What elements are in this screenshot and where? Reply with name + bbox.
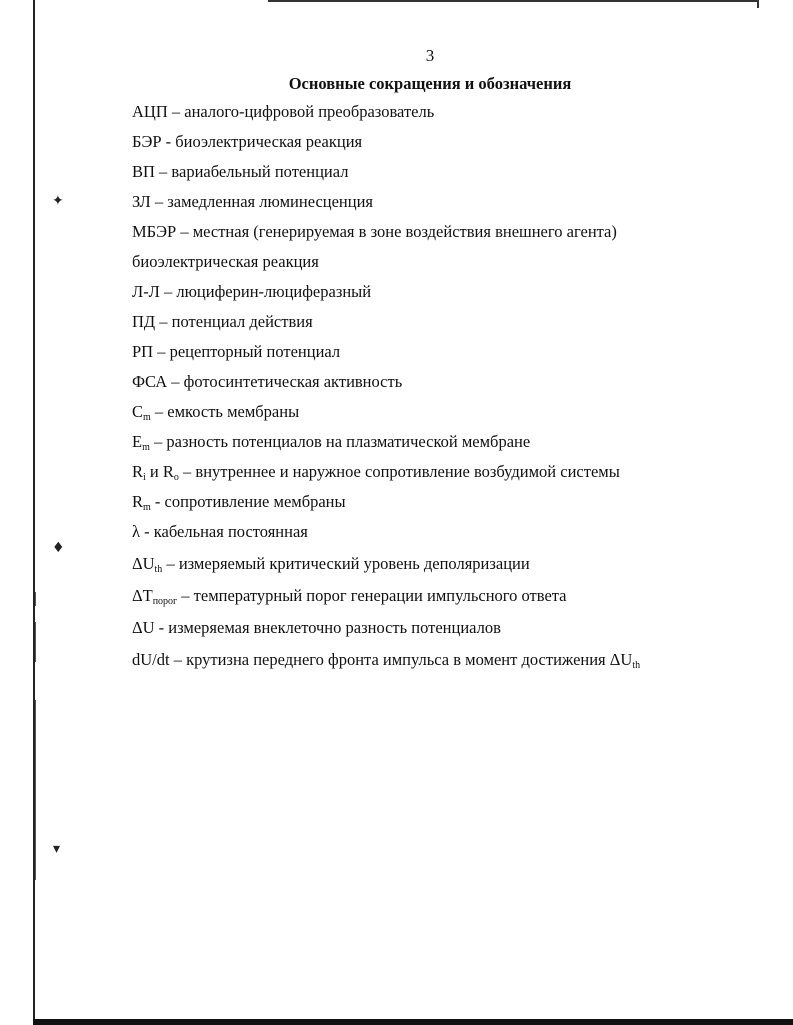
scan-artifact-mark: ▾: [53, 841, 61, 857]
scan-artifact-mark: ♦: [52, 540, 65, 556]
list-item: ΔU - измеряемая внеклеточно разность потенциалов: [132, 618, 501, 637]
scan-top-edge: [268, 0, 758, 2]
list-item: $E_m$ – разность потенциалов на плазматической мембране: [132, 432, 531, 453]
page-number: 3: [425, 46, 435, 65]
list-item: $R_m$ - сопротивление мембраны: [132, 492, 346, 513]
list-item: ПД – потенциал действия: [132, 312, 313, 331]
scan-artifact-line: [35, 592, 36, 606]
list-item: dU/dt – крутизна переднего фронта импульса в момент достижения $\Delta U_{th}$: [132, 650, 641, 671]
list-item: $R_i$ и $R_o$ – внутреннее и наружное сопротивление возбудимой системы: [132, 462, 620, 483]
list-item: $C_m$ – емкость мембраны: [132, 402, 300, 423]
list-item: λ - кабельная постоянная: [132, 522, 308, 541]
scan-artifact-mark: ✦: [52, 193, 64, 209]
list-item: ВП – вариабельный потенциал: [132, 162, 349, 181]
list-item: ФСА – фотосинтетическая активность: [132, 372, 403, 391]
list-item: РП – рецепторный потенциал: [132, 342, 341, 361]
list-item: БЭР - биоэлектрическая реакция: [132, 132, 363, 151]
scan-bottom-edge: [33, 1019, 793, 1025]
list-item: $\Delta T_{порог}$ – температурный порог генерации импульсного ответа: [132, 586, 567, 607]
scan-artifact-line: [35, 700, 36, 880]
list-item: АЦП – аналого-цифровой преобразователь: [132, 102, 435, 121]
list-item: ЗЛ – замедленная люминесценция: [132, 192, 374, 211]
page-title: Основные сокращения и обозначения: [288, 74, 572, 93]
list-item: Л-Л – люциферин-люциферазный: [132, 282, 372, 301]
scan-artifact-line: [35, 622, 36, 662]
scan-right-edge: [757, 0, 759, 8]
list-item: $\Delta U_{th}$ – измеряемый критический уровень деполяризации: [132, 554, 530, 575]
list-item: МБЭР – местная (генерируемая в зоне воздействия внешнего агента) биоэлектрическая реакция: [132, 222, 617, 271]
abbreviation-list: [132, 101, 732, 679]
